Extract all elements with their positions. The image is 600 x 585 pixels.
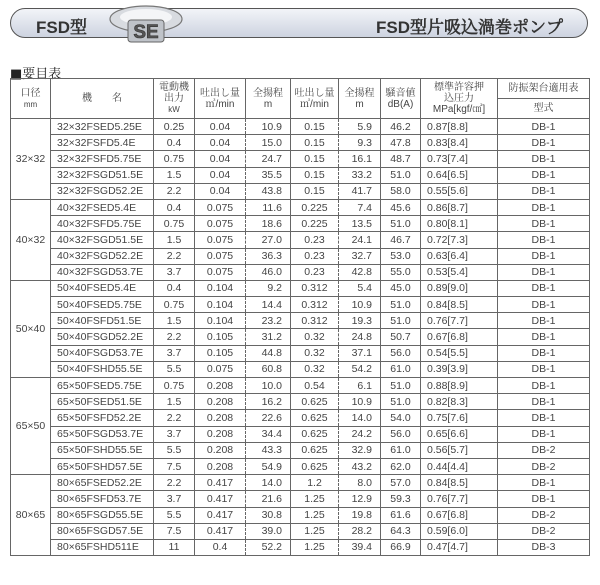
model-cell: 80×65FSFD53.7E bbox=[51, 491, 154, 507]
mount-cell: DB-1 bbox=[498, 410, 590, 426]
head2-cell: 28.2 bbox=[339, 523, 381, 539]
model-cell: 32×32FSFD5.75E bbox=[51, 151, 154, 167]
flow2-cell: 0.23 bbox=[291, 232, 339, 248]
col-head-1: 全揚程 m bbox=[246, 79, 291, 119]
motor-cell: 0.25 bbox=[154, 119, 195, 135]
head1-cell: 22.6 bbox=[246, 410, 291, 426]
flow1-cell: 0.04 bbox=[195, 167, 246, 183]
model-cell: 65×50FSHD57.5E bbox=[51, 458, 154, 474]
motor-cell: 1.5 bbox=[154, 232, 195, 248]
head1-cell: 30.8 bbox=[246, 507, 291, 523]
pressure-cell: 0.53[5.4] bbox=[421, 264, 498, 280]
head2-cell: 24.8 bbox=[339, 329, 381, 345]
model-cell: 32×32FSED5.25E bbox=[51, 119, 154, 135]
noise-cell: 51.0 bbox=[381, 216, 421, 232]
col-bore: 口径 mm bbox=[11, 79, 51, 119]
noise-cell: 50.7 bbox=[381, 329, 421, 345]
flow1-cell: 0.04 bbox=[195, 135, 246, 151]
pressure-cell: 0.47[4.7] bbox=[421, 539, 498, 555]
table-row bbox=[11, 361, 590, 377]
section-title: ■要目表 bbox=[10, 67, 62, 82]
head2-cell: 42.8 bbox=[339, 264, 381, 280]
flow1-cell: 0.208 bbox=[195, 458, 246, 474]
mount-cell: DB-1 bbox=[498, 394, 590, 410]
mount-cell: DB-1 bbox=[498, 361, 590, 377]
model-cell: 80×65FSED52.2E bbox=[51, 475, 154, 491]
head1-cell: 27.0 bbox=[246, 232, 291, 248]
table-row bbox=[11, 458, 590, 474]
noise-cell: 59.3 bbox=[381, 491, 421, 507]
flow2-cell: 1.25 bbox=[291, 491, 339, 507]
head2-cell: 7.4 bbox=[339, 199, 381, 215]
table-row bbox=[11, 539, 590, 555]
flow2-cell: 0.32 bbox=[291, 361, 339, 377]
head2-cell: 19.3 bbox=[339, 313, 381, 329]
mount-cell: DB-2 bbox=[498, 458, 590, 474]
flow2-cell: 0.32 bbox=[291, 345, 339, 361]
flow2-cell: 1.25 bbox=[291, 523, 339, 539]
noise-cell: 61.6 bbox=[381, 507, 421, 523]
flow2-cell: 0.15 bbox=[291, 135, 339, 151]
se-logo-icon bbox=[108, 3, 184, 45]
motor-cell: 2.2 bbox=[154, 183, 195, 199]
flow2-cell: 0.225 bbox=[291, 216, 339, 232]
pressure-cell: 0.89[9.0] bbox=[421, 280, 498, 296]
pressure-cell: 0.73[7.4] bbox=[421, 151, 498, 167]
motor-cell: 5.5 bbox=[154, 507, 195, 523]
pressure-cell: 0.67[6.8] bbox=[421, 329, 498, 345]
head2-cell: 33.2 bbox=[339, 167, 381, 183]
col-model: 機 名 bbox=[51, 79, 154, 119]
flow1-cell: 0.075 bbox=[195, 232, 246, 248]
noise-cell: 45.0 bbox=[381, 280, 421, 296]
flow1-cell: 0.417 bbox=[195, 523, 246, 539]
table-row bbox=[11, 167, 590, 183]
table-row bbox=[11, 523, 590, 539]
col-head-2: 全揚程 m bbox=[339, 79, 381, 119]
flow1-cell: 0.04 bbox=[195, 151, 246, 167]
flow2-cell: 0.32 bbox=[291, 329, 339, 345]
table-row bbox=[11, 119, 590, 135]
table-row bbox=[11, 378, 590, 394]
motor-cell: 3.7 bbox=[154, 426, 195, 442]
noise-cell: 45.6 bbox=[381, 199, 421, 215]
table-row bbox=[11, 475, 590, 491]
head1-cell: 24.7 bbox=[246, 151, 291, 167]
flow1-cell: 0.208 bbox=[195, 442, 246, 458]
table-row bbox=[11, 394, 590, 410]
noise-cell: 47.8 bbox=[381, 135, 421, 151]
motor-cell: 5.5 bbox=[154, 361, 195, 377]
mount-cell: DB-1 bbox=[498, 167, 590, 183]
head1-cell: 60.8 bbox=[246, 361, 291, 377]
head1-cell: 9.2 bbox=[246, 280, 291, 296]
pressure-cell: 0.64[6.5] bbox=[421, 167, 498, 183]
motor-cell: 1.5 bbox=[154, 394, 195, 410]
head2-cell: 9.3 bbox=[339, 135, 381, 151]
mount-cell: DB-1 bbox=[498, 199, 590, 215]
flow2-cell: 0.625 bbox=[291, 394, 339, 410]
model-cell: 80×65FSHD511E bbox=[51, 539, 154, 555]
motor-cell: 2.2 bbox=[154, 475, 195, 491]
flow1-cell: 0.417 bbox=[195, 507, 246, 523]
head1-cell: 44.8 bbox=[246, 345, 291, 361]
pressure-cell: 0.76[7.7] bbox=[421, 491, 498, 507]
flow2-cell: 0.625 bbox=[291, 458, 339, 474]
pressure-cell: 0.72[7.3] bbox=[421, 232, 498, 248]
motor-cell: 0.4 bbox=[154, 199, 195, 215]
flow1-cell: 0.208 bbox=[195, 426, 246, 442]
mount-cell: DB-1 bbox=[498, 232, 590, 248]
mount-cell: DB-3 bbox=[498, 539, 590, 555]
model-cell: 50×40FSED5.75E bbox=[51, 297, 154, 313]
pressure-cell: 0.87[8.8] bbox=[421, 119, 498, 135]
noise-cell: 53.0 bbox=[381, 248, 421, 264]
motor-cell: 3.7 bbox=[154, 264, 195, 280]
flow2-cell: 1.25 bbox=[291, 539, 339, 555]
pressure-cell: 0.84[8.5] bbox=[421, 297, 498, 313]
flow1-cell: 0.075 bbox=[195, 361, 246, 377]
table-row bbox=[11, 264, 590, 280]
flow2-cell: 0.625 bbox=[291, 426, 339, 442]
head2-cell: 32.9 bbox=[339, 442, 381, 458]
head2-cell: 41.7 bbox=[339, 183, 381, 199]
col-mount-type: 型式 bbox=[498, 99, 590, 119]
motor-cell: 0.75 bbox=[154, 151, 195, 167]
flow2-cell: 0.15 bbox=[291, 183, 339, 199]
flow2-cell: 1.2 bbox=[291, 475, 339, 491]
table-row bbox=[11, 297, 590, 313]
head2-cell: 12.9 bbox=[339, 491, 381, 507]
model-cell: 50×40FSGD53.7E bbox=[51, 345, 154, 361]
motor-cell: 3.7 bbox=[154, 491, 195, 507]
model-cell: 40×32FSED5.4E bbox=[51, 199, 154, 215]
motor-cell: 0.75 bbox=[154, 216, 195, 232]
mount-cell: DB-1 bbox=[498, 297, 590, 313]
model-cell: 65×50FSFD52.2E bbox=[51, 410, 154, 426]
head2-cell: 13.5 bbox=[339, 216, 381, 232]
flow2-cell: 0.15 bbox=[291, 151, 339, 167]
mount-cell: DB-1 bbox=[498, 264, 590, 280]
flow1-cell: 0.075 bbox=[195, 264, 246, 280]
pressure-cell: 0.84[8.5] bbox=[421, 475, 498, 491]
mount-cell: DB-1 bbox=[498, 378, 590, 394]
pressure-cell: 0.65[6.6] bbox=[421, 426, 498, 442]
flow1-cell: 0.04 bbox=[195, 119, 246, 135]
table-row bbox=[11, 313, 590, 329]
flow1-cell: 0.208 bbox=[195, 410, 246, 426]
pressure-cell: 0.44[4.4] bbox=[421, 458, 498, 474]
flow1-cell: 0.208 bbox=[195, 378, 246, 394]
mount-cell: DB-1 bbox=[498, 119, 590, 135]
model-cell: 50×40FSHD55.5E bbox=[51, 361, 154, 377]
motor-cell: 1.5 bbox=[154, 167, 195, 183]
head2-cell: 10.9 bbox=[339, 394, 381, 410]
flow2-cell: 0.225 bbox=[291, 199, 339, 215]
head1-cell: 14.0 bbox=[246, 475, 291, 491]
table-row bbox=[11, 280, 590, 296]
spec-table bbox=[10, 78, 590, 556]
model-cell: 32×32FSGD51.5E bbox=[51, 167, 154, 183]
title-banner bbox=[10, 8, 588, 38]
flow2-cell: 0.15 bbox=[291, 167, 339, 183]
head1-cell: 15.0 bbox=[246, 135, 291, 151]
head2-cell: 32.7 bbox=[339, 248, 381, 264]
model-cell: 32×32FSFD5.4E bbox=[51, 135, 154, 151]
pressure-cell: 0.75[7.6] bbox=[421, 410, 498, 426]
table-row bbox=[11, 426, 590, 442]
model-cell: 50×40FSED5.4E bbox=[51, 280, 154, 296]
mount-cell: DB-1 bbox=[498, 151, 590, 167]
flow1-cell: 0.105 bbox=[195, 345, 246, 361]
head1-cell: 10.0 bbox=[246, 378, 291, 394]
head1-cell: 36.3 bbox=[246, 248, 291, 264]
noise-cell: 46.2 bbox=[381, 119, 421, 135]
bore-cell: 80×65 bbox=[11, 475, 51, 556]
noise-cell: 58.0 bbox=[381, 183, 421, 199]
model-cell: 50×40FSFD51.5E bbox=[51, 313, 154, 329]
flow1-cell: 0.4 bbox=[195, 539, 246, 555]
head1-cell: 35.5 bbox=[246, 167, 291, 183]
noise-cell: 51.0 bbox=[381, 394, 421, 410]
head2-cell: 10.9 bbox=[339, 297, 381, 313]
head2-cell: 14.0 bbox=[339, 410, 381, 426]
flow1-cell: 0.208 bbox=[195, 394, 246, 410]
flow2-cell: 0.625 bbox=[291, 442, 339, 458]
model-cell: 65×50FSED5.75E bbox=[51, 378, 154, 394]
col-flow-2: 吐出し量 ㎥/min bbox=[291, 79, 339, 119]
pressure-cell: 0.59[6.0] bbox=[421, 523, 498, 539]
col-noise: 騒音値 dB(A) bbox=[381, 79, 421, 119]
mount-cell: DB-1 bbox=[498, 313, 590, 329]
head1-cell: 21.6 bbox=[246, 491, 291, 507]
model-cell: 50×40FSGD52.2E bbox=[51, 329, 154, 345]
flow2-cell: 0.23 bbox=[291, 248, 339, 264]
flow1-cell: 0.04 bbox=[195, 183, 246, 199]
head2-cell: 16.1 bbox=[339, 151, 381, 167]
motor-cell: 7.5 bbox=[154, 523, 195, 539]
head2-cell: 39.4 bbox=[339, 539, 381, 555]
motor-cell: 0.75 bbox=[154, 297, 195, 313]
table-row bbox=[11, 199, 590, 215]
pressure-cell: 0.86[8.7] bbox=[421, 199, 498, 215]
head2-cell: 24.2 bbox=[339, 426, 381, 442]
noise-cell: 66.9 bbox=[381, 539, 421, 555]
mount-cell: DB-2 bbox=[498, 523, 590, 539]
motor-cell: 2.2 bbox=[154, 410, 195, 426]
head1-cell: 16.2 bbox=[246, 394, 291, 410]
model-cell: 40×32FSFD5.75E bbox=[51, 216, 154, 232]
table-row bbox=[11, 507, 590, 523]
bore-cell: 50×40 bbox=[11, 280, 51, 377]
flow2-cell: 0.312 bbox=[291, 313, 339, 329]
mount-cell: DB-1 bbox=[498, 280, 590, 296]
model-cell: 80×65FSGD55.5E bbox=[51, 507, 154, 523]
noise-cell: 55.0 bbox=[381, 264, 421, 280]
noise-cell: 56.0 bbox=[381, 426, 421, 442]
flow1-cell: 0.104 bbox=[195, 280, 246, 296]
bore-cell: 65×50 bbox=[11, 378, 51, 475]
table-row bbox=[11, 216, 590, 232]
col-flow-1: 吐出し量 ㎥/min bbox=[195, 79, 246, 119]
table-row bbox=[11, 151, 590, 167]
flow1-cell: 0.104 bbox=[195, 313, 246, 329]
motor-cell: 0.4 bbox=[154, 280, 195, 296]
mount-cell: DB-2 bbox=[498, 507, 590, 523]
head1-cell: 31.2 bbox=[246, 329, 291, 345]
pressure-cell: 0.83[8.4] bbox=[421, 135, 498, 151]
table-row bbox=[11, 410, 590, 426]
table-row bbox=[11, 491, 590, 507]
pressure-cell: 0.56[5.7] bbox=[421, 442, 498, 458]
head1-cell: 52.2 bbox=[246, 539, 291, 555]
head1-cell: 10.9 bbox=[246, 119, 291, 135]
pressure-cell: 0.67[6.8] bbox=[421, 507, 498, 523]
pressure-cell: 0.82[8.3] bbox=[421, 394, 498, 410]
flow1-cell: 0.075 bbox=[195, 199, 246, 215]
col-mount: 防振架台適用表 bbox=[498, 79, 590, 99]
model-series-title: FSD型 bbox=[36, 18, 87, 37]
head1-cell: 54.9 bbox=[246, 458, 291, 474]
flow2-cell: 0.54 bbox=[291, 378, 339, 394]
noise-cell: 54.0 bbox=[381, 410, 421, 426]
flow2-cell: 0.625 bbox=[291, 410, 339, 426]
mount-cell: DB-1 bbox=[498, 475, 590, 491]
bore-cell: 40×32 bbox=[11, 199, 51, 280]
motor-cell: 2.2 bbox=[154, 248, 195, 264]
model-cell: 80×65FSGD57.5E bbox=[51, 523, 154, 539]
table-row bbox=[11, 183, 590, 199]
motor-cell: 3.7 bbox=[154, 345, 195, 361]
pressure-cell: 0.88[8.9] bbox=[421, 378, 498, 394]
table-row bbox=[11, 442, 590, 458]
head1-cell: 46.0 bbox=[246, 264, 291, 280]
head1-cell: 14.4 bbox=[246, 297, 291, 313]
model-cell: 40×32FSGD52.2E bbox=[51, 248, 154, 264]
head2-cell: 19.8 bbox=[339, 507, 381, 523]
flow1-cell: 0.075 bbox=[195, 248, 246, 264]
pressure-cell: 0.80[8.1] bbox=[421, 216, 498, 232]
model-cell: 65×50FSHD55.5E bbox=[51, 442, 154, 458]
noise-cell: 51.0 bbox=[381, 297, 421, 313]
head2-cell: 43.2 bbox=[339, 458, 381, 474]
flow2-cell: 0.15 bbox=[291, 119, 339, 135]
model-cell: 40×32FSGD53.7E bbox=[51, 264, 154, 280]
flow1-cell: 0.417 bbox=[195, 475, 246, 491]
head1-cell: 39.0 bbox=[246, 523, 291, 539]
pressure-cell: 0.63[6.4] bbox=[421, 248, 498, 264]
mount-cell: DB-2 bbox=[498, 442, 590, 458]
head1-cell: 23.2 bbox=[246, 313, 291, 329]
motor-cell: 5.5 bbox=[154, 442, 195, 458]
model-cell: 65×50FSGD53.7E bbox=[51, 426, 154, 442]
col-motor: 電動機出力 kW bbox=[154, 79, 195, 119]
flow1-cell: 0.104 bbox=[195, 297, 246, 313]
flow1-cell: 0.417 bbox=[195, 491, 246, 507]
table-row bbox=[11, 248, 590, 264]
noise-cell: 56.0 bbox=[381, 345, 421, 361]
mount-cell: DB-1 bbox=[498, 329, 590, 345]
product-title: FSD型片吸込渦巻ポンプ bbox=[376, 18, 563, 37]
mount-cell: DB-1 bbox=[498, 183, 590, 199]
motor-cell: 0.75 bbox=[154, 378, 195, 394]
flow2-cell: 0.23 bbox=[291, 264, 339, 280]
noise-cell: 46.7 bbox=[381, 232, 421, 248]
pressure-cell: 0.39[3.9] bbox=[421, 361, 498, 377]
col-pressure: 標準許容押込圧力 MPa[kgf/㎠] bbox=[421, 79, 498, 119]
head2-cell: 5.9 bbox=[339, 119, 381, 135]
head1-cell: 34.4 bbox=[246, 426, 291, 442]
table-row bbox=[11, 329, 590, 345]
motor-cell: 1.5 bbox=[154, 313, 195, 329]
flow2-cell: 0.312 bbox=[291, 280, 339, 296]
motor-cell: 2.2 bbox=[154, 329, 195, 345]
flow2-cell: 1.25 bbox=[291, 507, 339, 523]
flow1-cell: 0.075 bbox=[195, 216, 246, 232]
table-row bbox=[11, 232, 590, 248]
head1-cell: 43.8 bbox=[246, 183, 291, 199]
mount-cell: DB-1 bbox=[498, 491, 590, 507]
logo-text: SE bbox=[133, 22, 159, 43]
model-cell: 40×32FSGD51.5E bbox=[51, 232, 154, 248]
noise-cell: 61.0 bbox=[381, 442, 421, 458]
noise-cell: 61.0 bbox=[381, 361, 421, 377]
head2-cell: 37.1 bbox=[339, 345, 381, 361]
mount-cell: DB-1 bbox=[498, 248, 590, 264]
mount-cell: DB-1 bbox=[498, 216, 590, 232]
head2-cell: 24.1 bbox=[339, 232, 381, 248]
head2-cell: 54.2 bbox=[339, 361, 381, 377]
head1-cell: 18.6 bbox=[246, 216, 291, 232]
pressure-cell: 0.54[5.5] bbox=[421, 345, 498, 361]
model-cell: 32×32FSGD52.2E bbox=[51, 183, 154, 199]
pressure-cell: 0.76[7.7] bbox=[421, 313, 498, 329]
head2-cell: 5.4 bbox=[339, 280, 381, 296]
flow2-cell: 0.312 bbox=[291, 297, 339, 313]
noise-cell: 51.0 bbox=[381, 378, 421, 394]
motor-cell: 11 bbox=[154, 539, 195, 555]
head1-cell: 43.3 bbox=[246, 442, 291, 458]
bore-cell: 32×32 bbox=[11, 119, 51, 200]
table-row bbox=[11, 345, 590, 361]
noise-cell: 57.0 bbox=[381, 475, 421, 491]
flow1-cell: 0.105 bbox=[195, 329, 246, 345]
mount-cell: DB-1 bbox=[498, 345, 590, 361]
motor-cell: 0.4 bbox=[154, 135, 195, 151]
mount-cell: DB-1 bbox=[498, 135, 590, 151]
mount-cell: DB-1 bbox=[498, 426, 590, 442]
head1-cell: 11.6 bbox=[246, 199, 291, 215]
motor-cell: 7.5 bbox=[154, 458, 195, 474]
noise-cell: 51.0 bbox=[381, 313, 421, 329]
noise-cell: 51.0 bbox=[381, 167, 421, 183]
head2-cell: 6.1 bbox=[339, 378, 381, 394]
noise-cell: 64.3 bbox=[381, 523, 421, 539]
table-row bbox=[11, 135, 590, 151]
noise-cell: 48.7 bbox=[381, 151, 421, 167]
model-cell: 65×50FSED51.5E bbox=[51, 394, 154, 410]
pressure-cell: 0.55[5.6] bbox=[421, 183, 498, 199]
noise-cell: 62.0 bbox=[381, 458, 421, 474]
head2-cell: 8.0 bbox=[339, 475, 381, 491]
